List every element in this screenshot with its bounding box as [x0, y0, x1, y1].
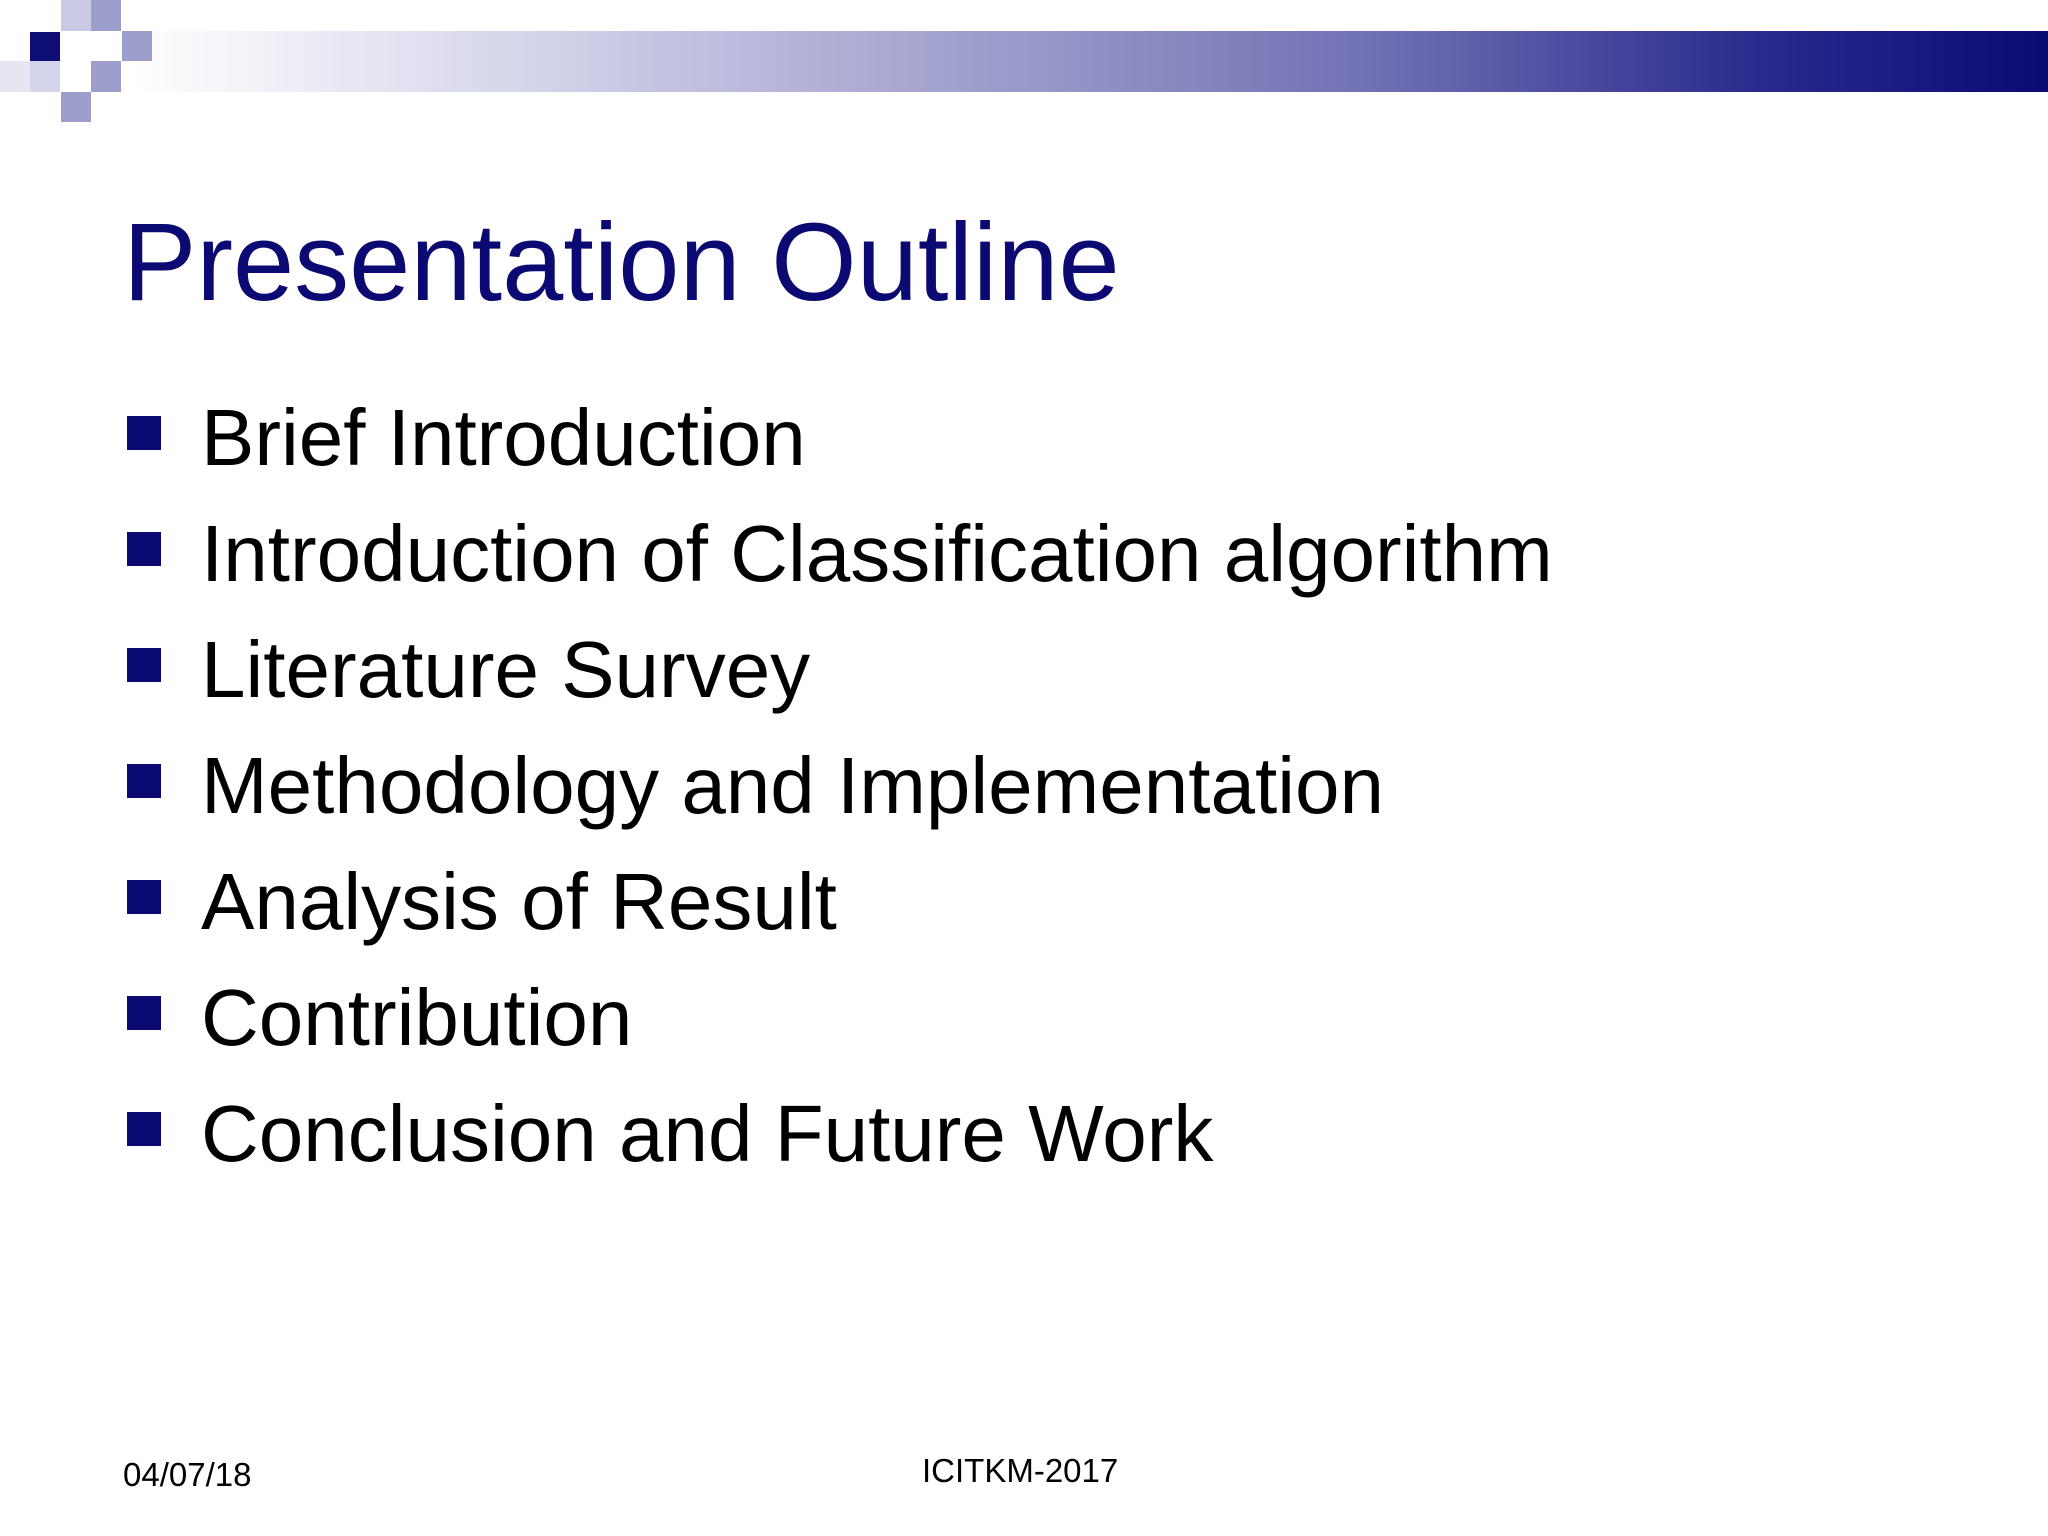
decor-square [0, 61, 30, 92]
header-gradient-band [130, 31, 2048, 92]
footer-date: 04/07/18 [123, 1456, 252, 1493]
decor-square [61, 92, 91, 122]
decor-square [30, 61, 60, 92]
square-bullet-icon [127, 416, 161, 450]
decor-square [30, 32, 60, 61]
outline-item-label: Brief Introduction [201, 393, 806, 482]
outline-item-label: Contribution [201, 973, 633, 1062]
decor-square [91, 61, 121, 92]
outline-item-label: Methodology and Implementation [201, 741, 1384, 830]
square-bullet-icon [127, 880, 161, 914]
outline-item-label: Analysis of Result [201, 857, 837, 946]
slide-title: Presentation Outline [123, 201, 1120, 324]
outline-item-label: Literature Survey [201, 625, 811, 714]
decor-square [61, 0, 91, 31]
decor-square [122, 31, 152, 61]
outline-item-label: Conclusion and Future Work [201, 1089, 1214, 1178]
decor-square [91, 0, 121, 31]
outline-item-label: Introduction of Classification algorithm [201, 509, 1553, 598]
square-bullet-icon [127, 764, 161, 798]
square-bullet-icon [127, 996, 161, 1030]
square-bullet-icon [127, 1112, 161, 1146]
square-bullet-icon [127, 648, 161, 682]
footer-conference: ICITKM-2017 [922, 1452, 1119, 1489]
square-bullet-icon [127, 532, 161, 566]
